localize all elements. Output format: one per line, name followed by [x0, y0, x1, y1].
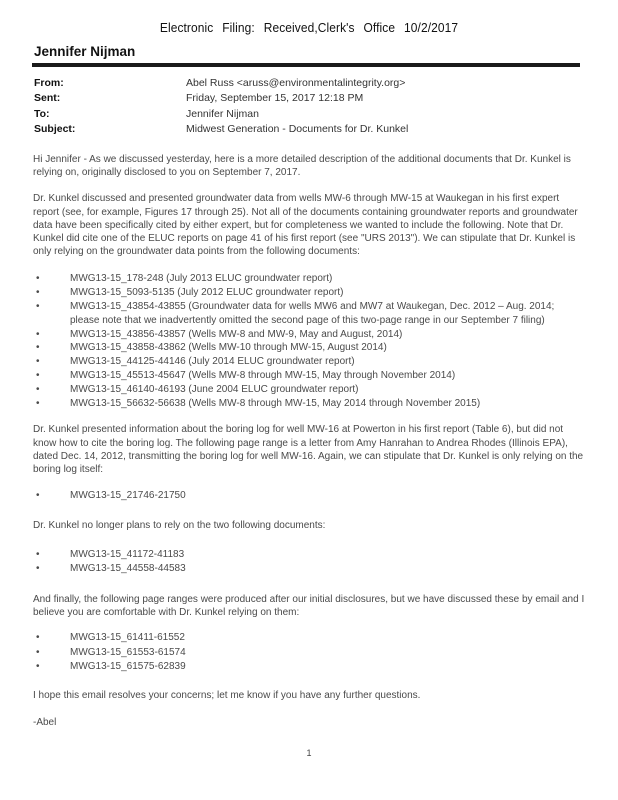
later-document-list [33, 631, 585, 675]
list-item-text: MWG13-15_61553-61574 [70, 646, 186, 658]
list-item-text: MWG13-15_21746-21750 [70, 490, 186, 502]
list-item [33, 300, 585, 328]
body-paragraph: I hope this email resolves your concerns; let me know if you have any further questions. [33, 689, 421, 701]
body-paragraph: And finally, the following page ranges were produced after our initial disclosures, but we have discussed these by email and I believe you are comfortable with Dr. Kunkel relying on them: [33, 593, 585, 618]
bullet-icon: • [36, 273, 40, 285]
boring-log-document-list [33, 489, 585, 502]
stamp-filing: Filing: [222, 20, 255, 35]
header-value: Midwest Generation - Documents for Dr. Kunkel [186, 122, 409, 135]
list-item-text: MWG13-15_56632-56638 (Wells MW-8 through MW-15, May 2014 through November 2015) [70, 397, 481, 409]
header-from [34, 76, 584, 91]
page-number: 1 [306, 748, 312, 758]
bullet-icon: • [36, 563, 40, 575]
list-item-text: MWG13-15_5093-5135 (July 2012 ELUC groundwater report) [70, 287, 344, 299]
stamp-date: 10/2/2017 [404, 20, 459, 35]
header-divider [32, 63, 580, 67]
list-item [33, 328, 585, 342]
bullet-icon: • [36, 370, 40, 381]
list-item-text: MWG13-15_43854-43855 (Groundwater data for wells MW6 and MW7 at Waukegan, Dec. 2012 – Aug. 2014; please note that we inadvertently omitted the second page of this two-page range in our September 7 filing) [70, 301, 555, 326]
stamp-electronic: Electronic [159, 20, 214, 35]
header-to [34, 107, 584, 122]
list-item [33, 660, 585, 675]
list-item [33, 646, 585, 661]
email-body [33, 153, 585, 729]
groundwater-document-list [33, 272, 585, 410]
list-item-text: MWG13-15_44125-44146 (July 2014 ELUC groundwater report) [70, 356, 355, 368]
list-item-text: MWG13-15_45513-45647 (Wells MW-8 through MW-15, May through November 2014) [70, 370, 456, 381]
header-label: To: [34, 107, 50, 120]
bullet-icon: • [36, 661, 40, 673]
list-item [33, 355, 585, 369]
list-item [33, 369, 585, 383]
list-item [33, 548, 585, 563]
bullet-icon: • [36, 548, 40, 560]
header-value: Friday, September 15, 2017 12:18 PM [186, 92, 364, 105]
header-sent [34, 91, 584, 106]
bullet-icon: • [36, 646, 40, 658]
list-item [33, 383, 585, 397]
list-item-text: MWG13-15_41172-41183 [70, 548, 185, 560]
header-subject [34, 122, 584, 137]
bullet-icon: • [36, 342, 40, 354]
withdrawn-document-list [33, 548, 585, 577]
bullet-icon: • [36, 383, 40, 395]
list-item-text: MWG13-15_178-248 (July 2013 ELUC groundwater report) [70, 273, 333, 285]
body-paragraph: Dr. Kunkel presented information about the boring log for well MW-16 at Powerton in his first report (Table 6), but did not know how to cite the boring log. The following page range is a letter from Amy Hanrahan to Andrea Rhodes (Illinois EPA), dated Dec. 14, 2012, transmitting the boring log for well MW-16. Again, we can stipulate that Dr. Kunkel is only relying on the boring log itself: [33, 424, 584, 475]
bullet-icon: • [36, 287, 40, 299]
body-paragraph: Hi Jennifer - As we discussed yesterday, here is a more detailed description of the additional documents that Dr. Kunkel is relying on, originally disclosed to you on September 7, 2017. [33, 154, 571, 179]
header-value: Jennifer Nijman [186, 107, 259, 120]
email-headers [34, 76, 584, 137]
recipient-name: Jennifer Nijman [34, 44, 136, 59]
list-item-text: MWG13-15_43856-43857 (Wells MW-8 and MW-9, May and August, 2014) [70, 328, 403, 340]
header-label: From: [34, 77, 64, 89]
list-item-text: MWG13-15_61575-62839 [70, 661, 186, 673]
list-item [33, 489, 585, 502]
list-item-text: MWG13-15_44558-44583 [70, 563, 186, 575]
list-item-text: MWG13-15_46140-46193 (June 2004 ELUC groundwater report) [70, 383, 359, 395]
body-paragraph: Dr. Kunkel discussed and presented groundwater data from wells MW-6 through MW-15 at Waukegan in his first expert report (see, for example, Figures 17 through 25). Not all of the documents containing groundwater reports and groundwater data have been specifically cited by either expert, but for completeness we wanted to include the following. Note that Dr. Kunkel did cite one of the ELUC reports on page 41 of his first report (see "URS 2013"). We can stipulate that Dr. Kunkel is only relying on the groundwater data points from the following documents: [33, 193, 578, 258]
stamp-office: Office [363, 20, 396, 35]
list-item [33, 397, 585, 411]
list-item-text: MWG13-15_61411-61552 [70, 632, 185, 644]
bullet-icon: • [36, 328, 40, 340]
list-item [33, 631, 585, 646]
signoff: -Abel [33, 716, 57, 728]
header-value: Abel Russ <aruss@environmentalintegrity.org> [186, 77, 406, 89]
header-label: Sent: [34, 92, 61, 105]
list-item [33, 286, 585, 300]
bullet-icon: • [36, 301, 40, 313]
body-paragraph: Dr. Kunkel no longer plans to rely on the two following documents: [33, 520, 326, 532]
filing-stamp [25, 20, 594, 35]
list-item [33, 272, 585, 286]
bullet-icon: • [36, 356, 40, 368]
list-item-text: MWG13-15_43858-43862 (Wells MW-10 through MW-15, August 2014) [70, 342, 387, 354]
bullet-icon: • [36, 397, 40, 409]
list-item [33, 562, 585, 577]
bullet-icon: • [36, 632, 40, 644]
stamp-received: Received,Clerk's [263, 20, 355, 35]
list-item [33, 341, 585, 355]
bullet-icon: • [36, 490, 40, 502]
header-label: Subject: [34, 122, 76, 135]
